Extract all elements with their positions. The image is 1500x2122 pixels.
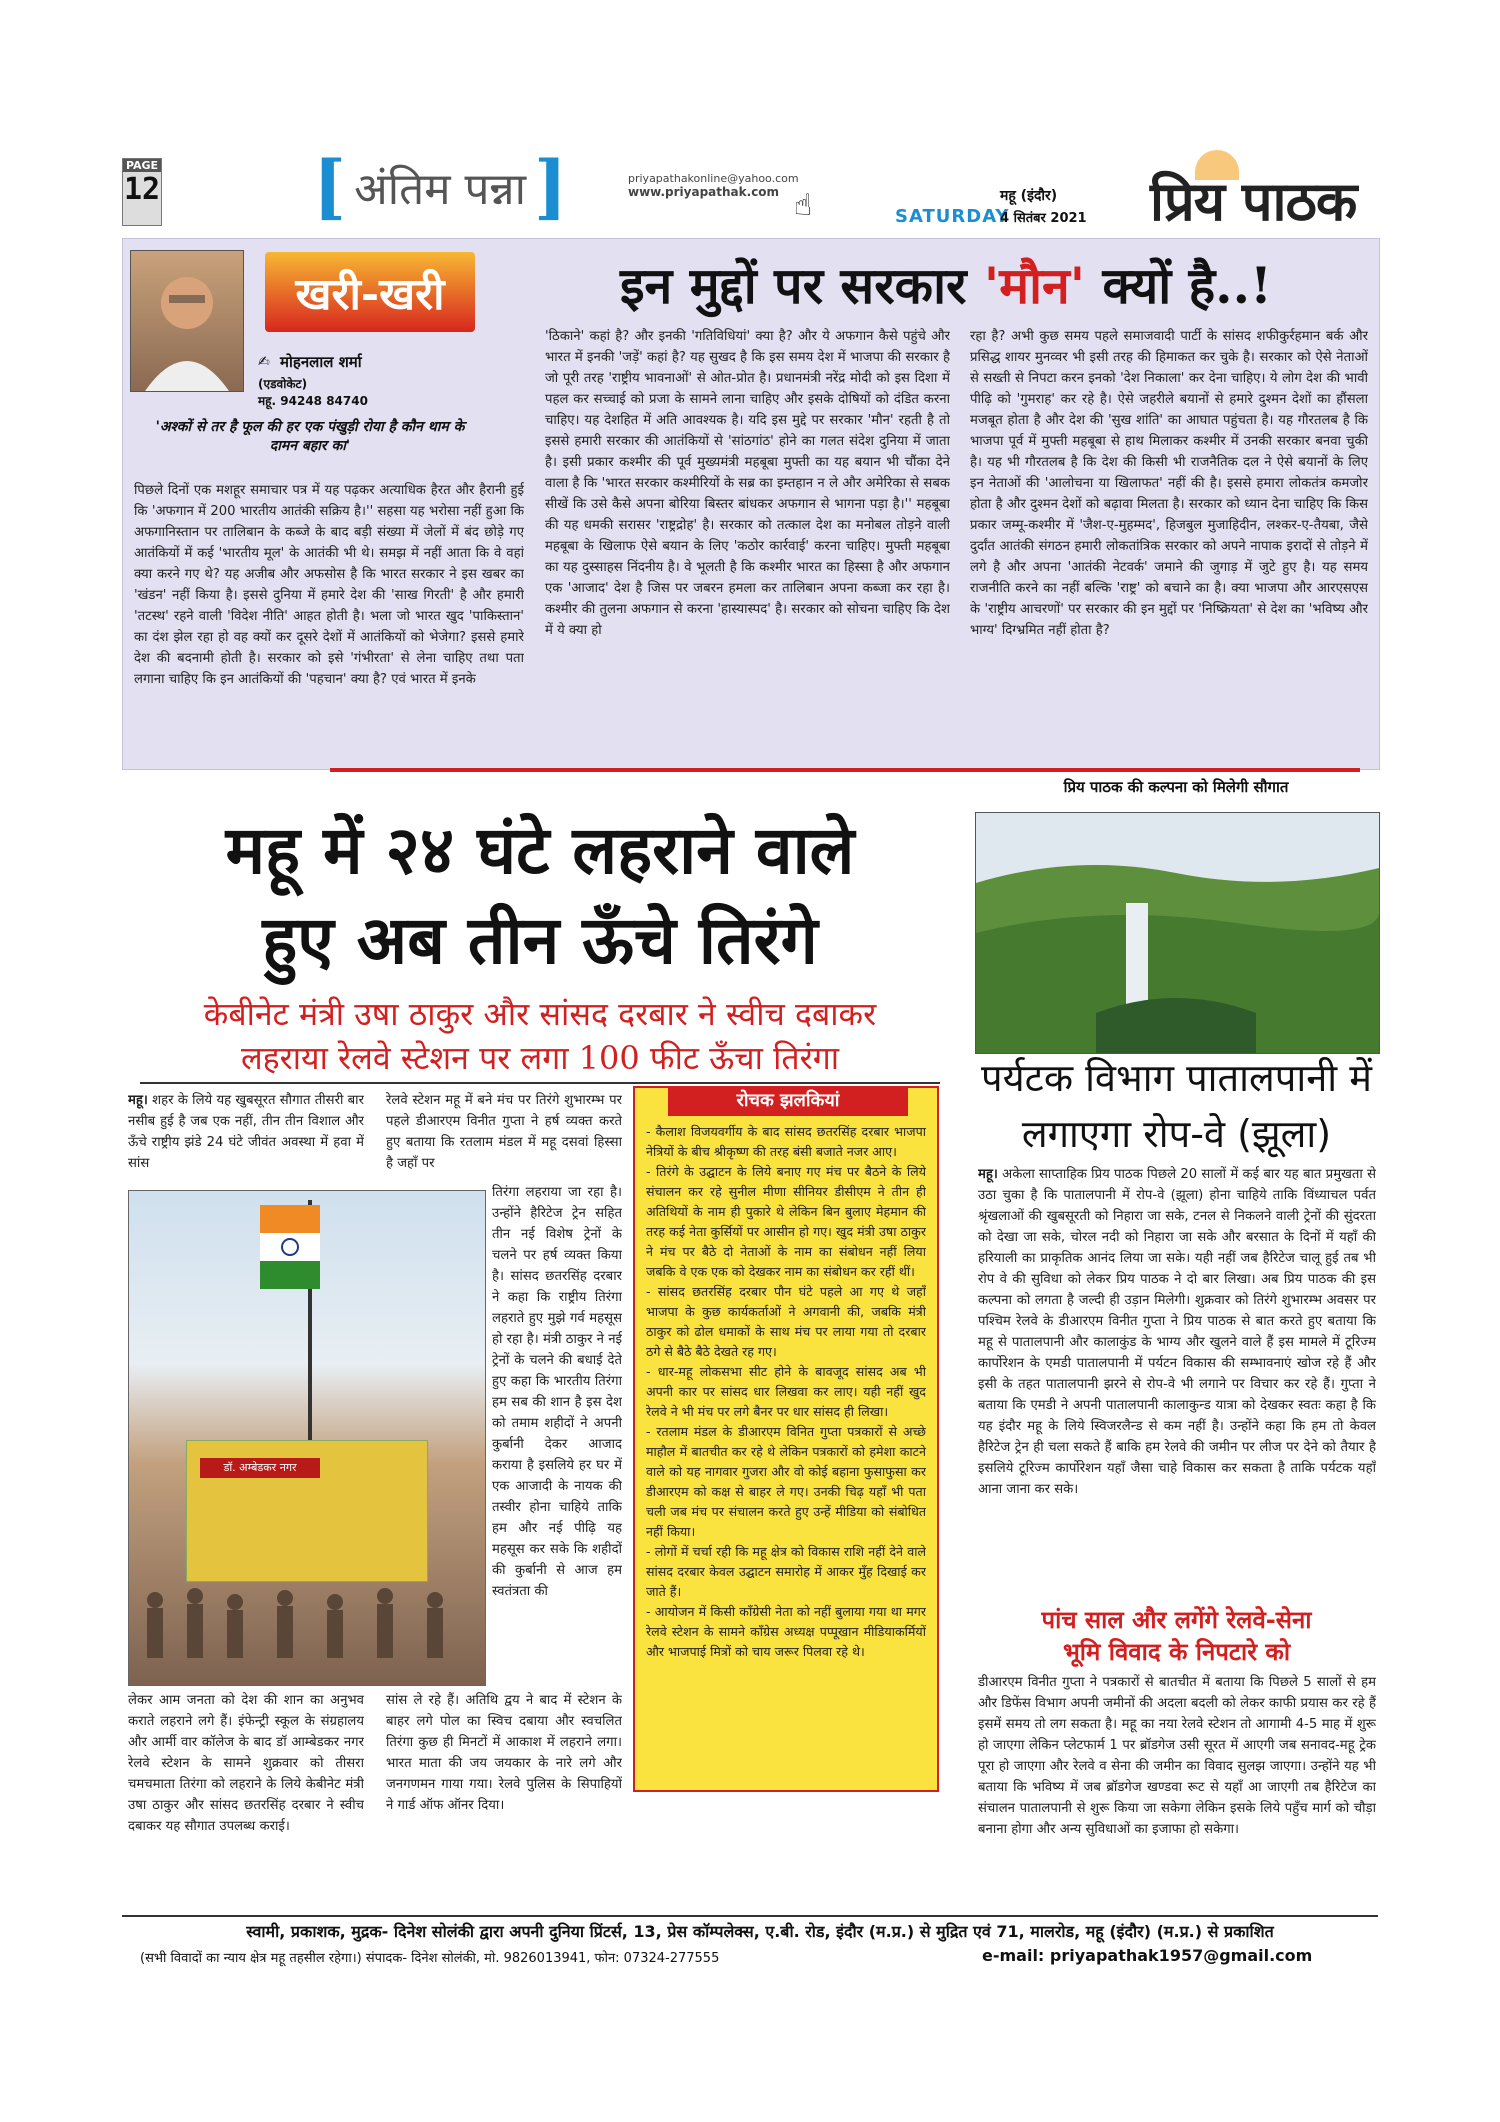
lead-column-1-top-text: शहर के लिये यह खुबसूरत सौगात तीसरी बार नसीब हुई है जब एक नहीं, तीन तीन विशाल और ऊँचे राष्ट्रीय झंडे 24 घंटे जीवंत अवस्था में हवा में सांस xyxy=(128,1093,364,1171)
right-sub-body: डीआरएम विनीत गुप्ता ने पत्रकारों से बातचीत में बताया कि पिछले 5 सालों से हम और डिफेंस विभाग अपनी जमीनों की अदला बदली को लेकर काफी प्रयास कर रहे हैं इसमें समय तो लग सकता है। महू का नया रेलवे स्टेशन तो आगामी 4-5 माह में शुरू हो जाएगा लेकिन प्लेटफार्म 1 पर ब्रॉडगेज उसी सूरत में आएगी जब सनावद-महू ट्रेक पूरा हो जाएगा और रेलवे व सेना की जमीन का विवाद सुलझ जाएगा। उन्होंने यह भी बताया कि भविष्य में जब ब्रॉडगेज खण्डवा रूट से यहाँ आ जाएगी तब हैरिटेज का संचालन पातालपानी से शुरू किया जा सकेगा लेकिन इसके लिये पहुँच मार्ग को चौड़ा बनाना होगा और अन्य सुविधाओं का इजाफा हो सकेगा। xyxy=(978,1675,1376,1837)
section-title xyxy=(305,145,575,228)
photo-caption: प्रिय पाठक की कल्पना को मिलेगी सौगात xyxy=(1063,778,1289,796)
pen-icon: ✍ xyxy=(258,354,270,370)
footer-editor: संपादक- दिनेश सोलंकी, मो. 9826013941, फोन: 07324-277555 xyxy=(365,1951,720,1966)
right-sub-headline xyxy=(975,1604,1378,1668)
rochak-item: - सांसद छतरसिंह दरबार पौन घंटे पहले आ गए थे जहाँ भाजपा के कुछ कार्यकर्ताओं ने अगवानी की, जबकि मंत्री ठाकुर को ढोल धमाकों के साथ मंच पर लाया गया तो दरबार ठगे से बैठे बैठे देखते रह गए। xyxy=(646,1284,926,1359)
newspaper-logo: प्रिय पाठक xyxy=(1150,169,1357,233)
lead-subheadline-line1: केबीनेट मंत्री उषा ठाकुर और सांसद दरबार ने स्वीच दबाकर xyxy=(203,995,877,1033)
crowd-figures xyxy=(135,1560,475,1680)
opinion-column-3: रहा है? अभी कुछ समय पहले समाजवादी पार्टी के सांसद शफीकुर्रहमान बर्क और प्रसिद्ध शायर मुनव्वर भी इसी तरह की हिमाकत कर चुके है। सरकार को ऐसे नेताओं से सख्ती से निपटा करन इनको 'देश निकाला' कर देना चाहिए। ये लोग देश की भावी पीढ़ि को 'गुमराह' कर रहे है। ऐसे जहरीले बयानों से हमारे दुश्मन देशों का हौंसला मजबूत होता है और देश की 'सुख शांति' का आघात पहुंचता है। यह गौरतलब है कि भाजपा पूर्व में मुफ्ती महबूबा से हाथ मिलाकर कश्मीर में उनकी सरकार बनवा चुकी है। यह भी गौरतलब है कि देश की किसी भी राजनैतिक दल ने ऐसे बयानों के लिए इन नेताओं की 'आलोचना या खिलाफत' नहीं की है। इससे हमारा लोकतंत्र कमजोर होता है और दुश्मन देशों को बढ़ावा मिलता है। सरकार को ध्यान देना चाहिए कि किस प्रकार जम्मू-कश्मीर में 'जैश-ए-मुहम्मद', हिजबुल मुजाहिदीन, लश्कर-ए-तैयबा, जैसे दुर्दांत आतंकी संगठन हमारी लोकतांत्रिक सरकार को अपने नापाक इरादों से तोड़ने में लगे है और अपना 'आतंकी नेटवर्क' जमाने की जुगाड़ में जुटे हुए है। यह समय राजनीति करने का नहीं बल्कि 'राष्ट्र' को बचाने का है। क्या भाजपा और आरएसएस के 'राष्ट्रीय आचरणों' पर सरकार की इन मुद्दों पर 'निष्क्रियता' से देश का 'भविष्य और भाग्य' दिग्भ्रमित नहीं होता है? xyxy=(970,329,1368,638)
page-label: PAGE xyxy=(123,159,161,172)
lead-column-1-bottom: लेकर आम जनता को देश की शान का अनुभव कराते लहराने लगे हैं। इंफेन्ट्री स्कूल के संग्रहालय और आर्मी वार कॉलेज के बाद डॉ आम्बेडकर नगर रेलवे स्टेशन के सामने शुक्रवार को तीसरा चमचमाता तिरंगा को लहराने के लिये केबीनेट मंत्री उषा ठाकुर और सांसद छतरसिंह दरबार ने स्वीच दबाकर यह सौगात उपलब्ध कराई। xyxy=(128,1693,364,1834)
author-name: मोहनलाल शर्मा xyxy=(280,353,362,371)
rochak-title: रोचक झलकियां xyxy=(668,1086,908,1116)
tricolor-flag-icon xyxy=(260,1205,320,1289)
lead-divider xyxy=(140,1082,940,1084)
rochak-item: - रतलाम मंडल के डीआरएम विनित गुप्ता पत्रकारों से अच्छे माहौल में बातचीत कर रहे थे लेकिन पत्रकारों को हमेशा काटने वाले को यह नागवार गुजरा और वो कोई बहाना फुसाफुसा कर डीआरएम को कक्ष से बाहर ले गए। उनकी चिढ़ यहाँ भी पता चली जब मंच पर संचालन करते हुए उन्हें मीडिया को संबोधित नहीं किया। xyxy=(646,1424,926,1539)
contact-block xyxy=(628,172,799,199)
column-badge: खरी-खरी xyxy=(265,252,475,332)
right-headline-line2: लगाएगा रोप-वे (झूला) xyxy=(1021,1112,1332,1156)
red-divider xyxy=(330,768,1360,772)
rochak-item: - धार-महू लोकसभा सीट होने के बावजूद सांसद अब भी अपनी कार पर सांसद धार लिखवा कर लाए। यही नहीं खुद रेलवे ने भी मंच पर लगे बैनर पर धार सांसद ही लिखा। xyxy=(646,1364,926,1419)
patalpani-waterfall-photo xyxy=(975,812,1380,1054)
footer-divider xyxy=(122,1915,1378,1917)
lead-headline-line1: महू में २४ घंटे लहराने वाले xyxy=(225,811,855,889)
lead-headline xyxy=(140,805,940,985)
opinion-headline-part1: इन मुद्दों पर सरकार xyxy=(620,256,984,315)
author-portrait-icon xyxy=(131,251,243,391)
section-title-text: अंतिम पन्ना xyxy=(354,164,526,215)
rochak-items xyxy=(646,1122,926,1782)
lead-dateline: महू। xyxy=(128,1093,148,1108)
opinion-headline-highlight: 'मौन' xyxy=(983,256,1086,315)
pointer-hand-icon: ☝ xyxy=(794,188,813,223)
right-dateline: महू। xyxy=(978,1167,998,1182)
rochak-item: - आयोजन में किसी कॉंग्रेसी नेता को नहीं बुलाया गया था मगर रेलवे स्टेशन के सामने कॉंग्रेस अध्यक्ष पप्पूखान मीडियाकर्मियों और भाजपाई मित्रों को चाय जरूर पिलवा रहे थे। xyxy=(646,1604,926,1659)
issue-day: SATURDAY xyxy=(895,206,1010,227)
issue-city: महू (इंदौर) xyxy=(1000,188,1058,204)
station-sign: डॉ. अम्बेडकर नगर xyxy=(200,1458,320,1478)
opinion-headline xyxy=(620,250,1272,318)
lead-subheadline xyxy=(140,992,940,1080)
issue-date: 4 सितंबर 2021 xyxy=(1000,211,1087,226)
rochak-item: - लोगों में चर्चा रही कि महू क्षेत्र को विकास राशि नहीं देने वाले सांसद दरबार केवल उद्घाटन समारोह में आकर मुँह दिखाई कर जाते हैं। xyxy=(646,1544,926,1599)
right-story-body xyxy=(978,1164,1376,1602)
author-photo xyxy=(130,250,244,392)
opinion-column-2: 'ठिकाने' कहां है? और इनकी 'गतिविधियां' क्या है? और ये अफगान कैसे पहुंचे और भारत में इनकी 'जड़ें' कहां है? यह सुखद है कि इस समय देश में भाजपा की सरकार है जो पूरी तरह 'राष्ट्रीय भावनाओं' से ओत-प्रोत है। प्रधानमंत्री नरेंद्र मोदी को इस दिशा में पहल कर सच्चाई को प्रजा के सामने लाना चाहिए और इसके दोषियों को दंडित करना चाहिए। यह देशहित में अति आवश्यक है। यदि इस मुद्दे पर सरकार 'मौन' रहती है तो इससे हमारी सरकार की आतंकियों से 'सांठगांठ' होने का गलत संदेश दुनिया में जाता है। इसी प्रकार कश्मीर की पूर्व मुख्यमंत्री महबूबा मुफ्ती का यह बयान भी चौंका देने वाला है कि 'भारत सरकार कश्मीरियों के सब्र का इम्तहान न ले और अमेरिका से सबक सीखें कि उसे कैसे अपना बोरिया बिस्तर बांधकर अफगान से भागना पड़ा है।'' महबूबा की यह धमकी सरासर 'राष्ट्रद्रोह' है। सरकार को तत्काल देश का मनोबल तोड़ने वाली महबूबा के खिलाफ ऐसे बयान के लिए 'कठोर कार्रवाई' करना चाहिए। मुफ्ती महबूबा का यह दुस्साहस निंदनीय है। वे भूलती है कि कश्मीर भारत का हिस्सा है और अफगान एक 'आजाद' देश है जिस पर जबरन हमला कर तालिबान अपना कब्जा कर रहा है। कश्मीर की तुलना अफगान से करना 'हास्यास्पद' है। सरकार को सोचना चाहिए कि देश में ये क्या हो xyxy=(545,329,950,638)
rochak-item: - तिरंगे के उद्घाटन के लिये बनाए गए मंच पर बैठने के लिये संचालन कर रहे सुनील मीणा सीनियर डीसीएम ने तीन ही अतिथियों के नाम ही पुकारे थे लेकिन बिन बुलाए मेहमान की तरह कई नेता कुर्सियों पर आसीन हो गए। खुद मंत्री उषा ठाकुर ने मंच पर बैठे दो नेताओं के नाम का संबोधन नहीं लिया जबकि वे एक एक को देखकर नाम का संबोधन कर रहीं थीं। xyxy=(646,1164,926,1279)
right-sub-headline-line1: पांच साल और लगेंगे रेलवे-सेना xyxy=(1041,1606,1312,1634)
lead-column-2-bottom: सांस ले रहे हैं। अतिथि द्वय ने बाद में स्टेशन के बाहर लगे पोल का स्विच दबाया और स्वचलित तिरंगा कुछ ही मिनटों में आकाश में लहराने लगा। भारत माता की जय जयकार के नारे लगे और जनगणमन गाया गया। रेलवे पुलिस के सिपाहियों ने गार्ड ऑफ ऑनर दिया। xyxy=(386,1693,622,1813)
footer-jurisdiction-line xyxy=(140,1948,719,1966)
lead-column-2-top: रेलवे स्टेशन महू में बने मंच पर तिरंगे शुभारम्भ पर पहले डीआरएम विनीत गुप्ता ने हर्ष व्यक्त करते हुए बताया कि रतलाम मंडल में महू दसवां हिस्सा है जहाँ पर xyxy=(386,1093,622,1171)
lead-column-2-side: तिरंगा लहराया जा रहा है। उन्होंने हैरिटेज ट्रेन सहित तीन नई विशेष ट्रेनों के चलने पर हर्ष व्यक्त किया है। सांसद छतरसिंह दरबार ने कहा कि राष्ट्रीय तिरंगा लहराते हुए मुझे गर्व महसूस हो रहा है। मंत्री ठाकुर ने नई ट्रेनों के चलने की बधाई देते हुए कहा कि भारतीय तिरंगा हम सब की शान है इस देश को तमाम शहीदों ने अपनी कुर्बानी देकर आजाद कराया है इसलिये हर घर में एक आजादी के नायक की तस्वीर होना चाहिये ताकि हम और नई पीढ़ि यह महसूस कर सके कि शहीदों की कुर्बानी से आज हम स्वतंत्रता की xyxy=(492,1185,622,1599)
contact-website[interactable]: www.priyapathak.com xyxy=(628,185,780,199)
left-bracket: [ xyxy=(313,145,347,228)
page-number: 12 xyxy=(123,172,161,207)
right-body-text: अकेला साप्ताहिक प्रिय पाठक पिछले 20 सालों में कई बार यह बात प्रमुखता से उठा चुका है कि पातालपानी में रोप-वे (झूला) होना चाहिये ताकि विंध्याचल पर्वत श्रृंखलाओं की खुबसूरती को निहारा जा सके, टनल से निकलने वाली ट्रेनों की सुंदरता को देखा जा सके, चोरल नदी को निहारा जा सके और बरसात के दिनों में यहाँ की हरियाली का प्राकृतिक आनंद लिया जा सके। यही नहीं जब हैरिटेज चालू हुई तब भी रोप वे की सुविधा को लेकर प्रिय पाठक ने दो बार लिखा। अब प्रिय पाठक की इस कल्पना को लगता है जल्दी ही उड़ान मिलेगी। शुक्रवार को तिरंगे शुभारम्भ अवसर पर पश्चिम रेलवे के डीआरएम विनीत गुप्ता ने प्रिय पाठक से बात करते हुए बताया कि महू से पातालपानी और कालाकुंड के भाग्य और खुलने वाले हैं इस मामले में टूरिज्म कार्पोरेशन के एमडी पातालपानी में पर्यटन विकास की सम्भावनाएं खोज रहे हैं और इसी के तहत पातालपानी झरने से रोप-वे भी लगाने पर विचार कर रहे हैं। गुप्ता ने बताया कि एमडी ने अपनी पातालपानी कालाकुन्ड यात्रा को देखकर स्वतः कहा है कि यह इंदौर महू के लिये स्विजरलैन्ड से कम नहीं है। उन्होंने कहा कि हम तो केवल हैरिटेज ट्रेन ही चला सकते हैं बाकि हम रेलवे की जमीन पर लीज पर देने को तैयार है इसलिये टूरिज्म कार्पोरेशन यहाँ जैसा चाहे विकास कर सकता है ताकि पर्यटक यहाँ आना जाना कर सके। xyxy=(978,1167,1376,1497)
author-phone: महू. 94248 84740 xyxy=(258,394,368,408)
right-headline xyxy=(975,1050,1378,1162)
footer-email[interactable]: e-mail: priyapathak1957@gmail.com xyxy=(982,1946,1313,1965)
lead-column-1-top xyxy=(128,1090,364,1182)
contact-email[interactable]: priyapathakonline@yahoo.com xyxy=(628,172,799,185)
rochak-item: - कैलाश विजयवर्गीय के बाद सांसद छतरसिंह दरबार भाजपा नेत्रियों के बीच श्रीकृष्ण की तरह बंसी बजाते नजर आए। xyxy=(646,1124,926,1159)
page-number-tag xyxy=(122,158,162,226)
footer-imprint: स्वामी, प्रकाशक, मुद्रक- दिनेश सोलंकी द्वारा अपनी दुनिया प्रिंटर्स, 13, प्रेस कॉम्पलेक्स, ए.बी. रोड, इंदौर (म.प्र.) से मुद्रित एवं 71, मालरोड, महू (इंदौर) (म.प्र.) से प्रकाशित xyxy=(246,1922,1274,1941)
right-sub-headline-line2: भूमि विवाद के निपटारे को xyxy=(1062,1638,1291,1666)
lead-subheadline-line2: लहराया रेलवे स्टेशन पर लगा 100 फीट ऊँचा तिरंगा xyxy=(240,1039,840,1077)
right-headline-line1: पर्यटक विभाग पातालपानी में xyxy=(981,1056,1372,1100)
opinion-headline-part2: क्यों है..! xyxy=(1085,256,1272,315)
right-bracket: ] xyxy=(533,145,568,228)
author-role: (एडवोकेट) xyxy=(258,377,308,391)
opinion-column-1: पिछले दिनों एक मशहूर समाचार पत्र में यह पढ़कर अत्याधिक हैरत और हैरानी हुई कि 'अफगान में 200 भारतीय आतंकी सक्रिय है।'' सहसा यह भरोसा नहीं हुआ कि अफगानिस्तान पर तालिबान के कब्जे के बाद बड़ी संख्या में जेलों में बंद छोड़े गए आतंकियों में कई 'भारतीय मूल' के आतंकी भी थे। समझ में नहीं आता कि वे वहां क्या करने गए थे? यह अजीब और अफसोस है कि भारत सरकार ने इस खबर का 'खंडन' नहीं किया है। इससे दुनिया में हमारे देश की 'साख गिरती' है और हमारी 'तटस्थ' रहने वाली 'विदेश नीति' आहत होती है। भला जो भारत खुद 'पाकिस्तान' का दंश झेल रहा हो वह क्यों कर दूसरे देशों में आतंकियों को भेजेगा? इससे हमारे देश की बदनामी होती है। सरकार को इसे 'गंभीरता' से लेना चाहिए तथा पता लगाना चाहिए कि इन आतंकियों की 'पहचान' क्या है? एवं भारत में इनके xyxy=(134,483,524,687)
lead-headline-line2: हुए अब तीन ऊँचे तिरंगे xyxy=(262,901,818,979)
footer-jurisdiction: (सभी विवादों का न्याय क्षेत्र महू तहसील रहेगा।) xyxy=(140,1951,362,1966)
opinion-quote: 'अश्कों से तर है फूल की हर एक पंखुड़ी रोया है कौन थाम के दामन बहार का' xyxy=(155,419,465,454)
